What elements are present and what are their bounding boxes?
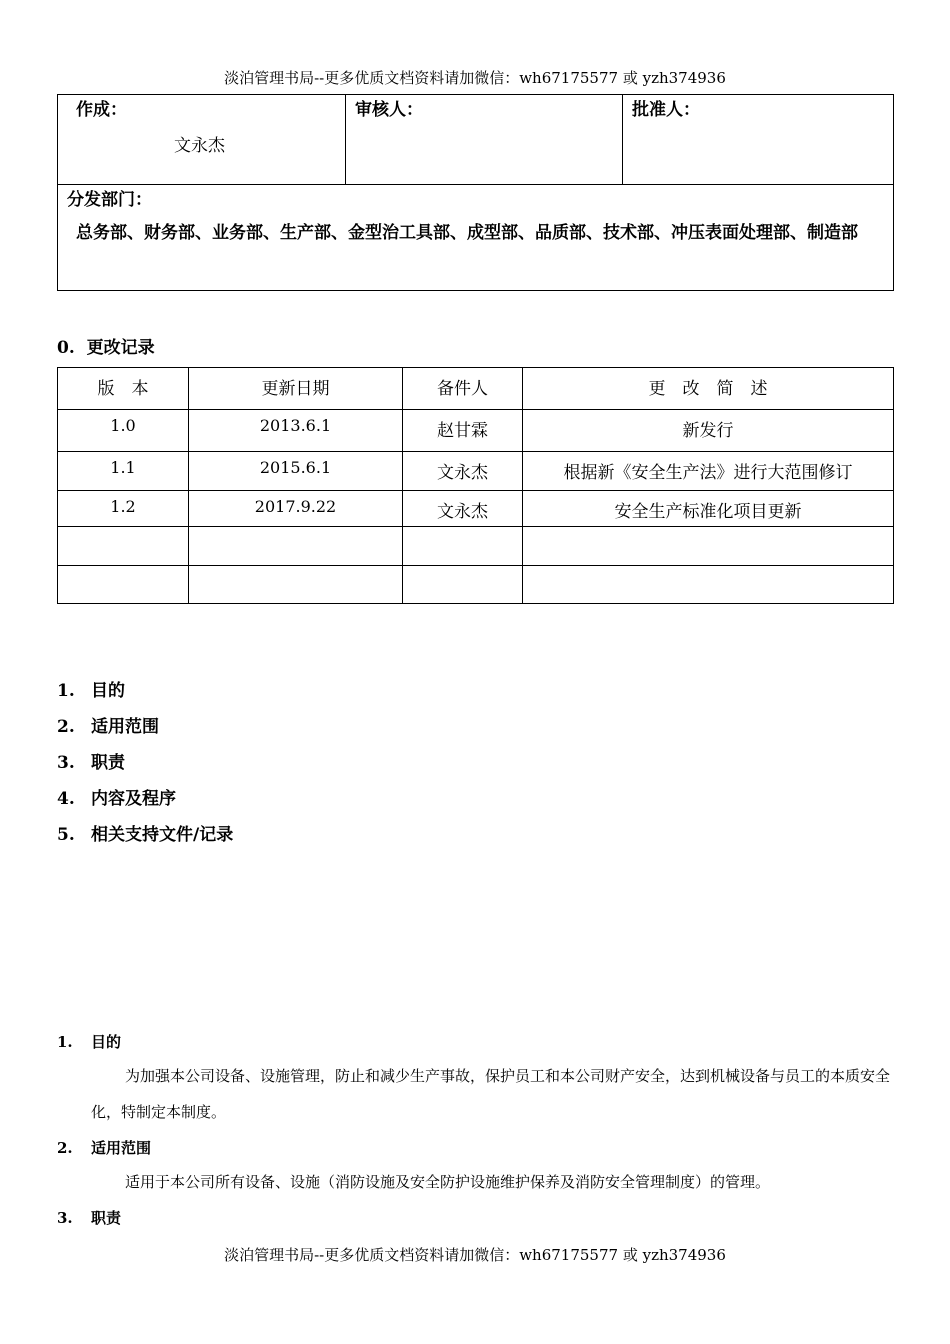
outline-item xyxy=(57,788,233,824)
cell-version: 1.2 xyxy=(58,491,189,527)
section-title: 职责 xyxy=(91,1209,122,1227)
cell-date: 2013.6.1 xyxy=(189,410,403,452)
cell-summary: 根据新《安全生产法》进行大范围修订 xyxy=(523,452,894,491)
distribution-cell xyxy=(58,185,894,291)
revision-table xyxy=(57,367,894,604)
author-cell xyxy=(58,95,346,185)
col-header-person: 备件人 xyxy=(403,368,523,410)
table-row xyxy=(58,452,894,491)
cell-version xyxy=(58,527,189,566)
cell-version xyxy=(58,566,189,604)
author-name: 文永杰 xyxy=(174,136,225,156)
col-header-version: 版 本 xyxy=(58,368,189,410)
outline-item xyxy=(57,752,233,788)
page-header-note: 淡泊管理书局--更多优质文档资料请加微信：wh67175577 或 yzh374936 xyxy=(224,69,726,87)
outline-list xyxy=(57,680,233,860)
outline-item-number: 3. xyxy=(57,753,75,773)
page-footer-note: 淡泊管理书局--更多优质文档资料请加微信：wh67175577 或 yzh374936 xyxy=(224,1246,726,1264)
cell-date xyxy=(189,566,403,604)
cell-person: 赵甘霖 xyxy=(403,410,523,452)
section-duty xyxy=(57,1208,893,1228)
cell-version: 1.0 xyxy=(58,410,189,452)
section-heading xyxy=(57,1138,893,1158)
cell-person: 文永杰 xyxy=(403,491,523,527)
cell-summary xyxy=(523,527,894,566)
outline-item-number: 1. xyxy=(57,681,75,701)
approver-cell xyxy=(623,95,894,185)
outline-item-number: 5. xyxy=(57,825,75,845)
outline-item xyxy=(57,824,233,860)
outline-item-title: 适用范围 xyxy=(91,717,159,737)
approver-label: 批准人： xyxy=(632,100,700,120)
cell-date: 2017.9.22 xyxy=(189,491,403,527)
col-header-date: 更新日期 xyxy=(189,368,403,410)
table-row xyxy=(58,491,894,527)
outline-item xyxy=(57,716,233,752)
section-purpose xyxy=(57,1032,893,1130)
distribution-label: 分发部门： xyxy=(67,190,152,210)
revision-header-row xyxy=(58,368,894,410)
outline-item-title: 职责 xyxy=(91,753,125,773)
cell-version: 1.1 xyxy=(58,452,189,491)
section-heading xyxy=(57,1208,893,1228)
col-header-summary: 更 改 简 述 xyxy=(523,368,894,410)
section-number: 3. xyxy=(57,1209,73,1227)
table-row xyxy=(58,527,894,566)
revision-heading-title: 更改记录 xyxy=(86,338,155,358)
table-row xyxy=(58,566,894,604)
outline-item-title: 内容及程序 xyxy=(91,789,176,809)
section-paragraph: 适用于本公司所有设备、设施（消防设施及安全防护设施维护保养及消防安全管理制度）的管理。 xyxy=(125,1173,771,1191)
section-scope xyxy=(57,1138,893,1200)
cell-date xyxy=(189,527,403,566)
table-row xyxy=(58,410,894,452)
cell-summary: 安全生产标准化项目更新 xyxy=(523,491,894,527)
outline-item-title: 相关支持文件/记录 xyxy=(91,825,234,845)
distribution-list: 总务部、财务部、业务部、生产部、金型治工具部、成型部、品质部、技术部、冲压表面处理部、制造部 xyxy=(76,223,858,243)
outline-item-number: 4. xyxy=(57,789,75,809)
revision-heading xyxy=(57,333,155,358)
section-heading xyxy=(57,1032,893,1052)
section-title: 适用范围 xyxy=(91,1139,152,1157)
reviewer-label: 审核人： xyxy=(355,100,423,120)
section-number: 2. xyxy=(57,1139,73,1157)
outline-item-number: 2. xyxy=(57,717,75,737)
outline-item xyxy=(57,680,233,716)
revision-heading-number: 0. xyxy=(57,338,75,358)
section-title: 目的 xyxy=(91,1033,122,1051)
reviewer-cell xyxy=(346,95,623,185)
cell-date: 2015.6.1 xyxy=(189,452,403,491)
outline-item-title: 目的 xyxy=(91,681,125,701)
section-paragraph: 为加强本公司设备、设施管理，防止和减少生产事故，保护员工和本公司财产安全，达到机械设备与员工的本质安全化，特制定本制度。 xyxy=(91,1067,891,1121)
author-label: 作成： xyxy=(76,100,127,120)
cell-summary xyxy=(523,566,894,604)
cell-person: 文永杰 xyxy=(403,452,523,491)
cell-person xyxy=(403,566,523,604)
cell-person xyxy=(403,527,523,566)
cell-summary: 新发行 xyxy=(523,410,894,452)
section-number: 1. xyxy=(57,1033,73,1051)
approval-table xyxy=(57,94,894,291)
